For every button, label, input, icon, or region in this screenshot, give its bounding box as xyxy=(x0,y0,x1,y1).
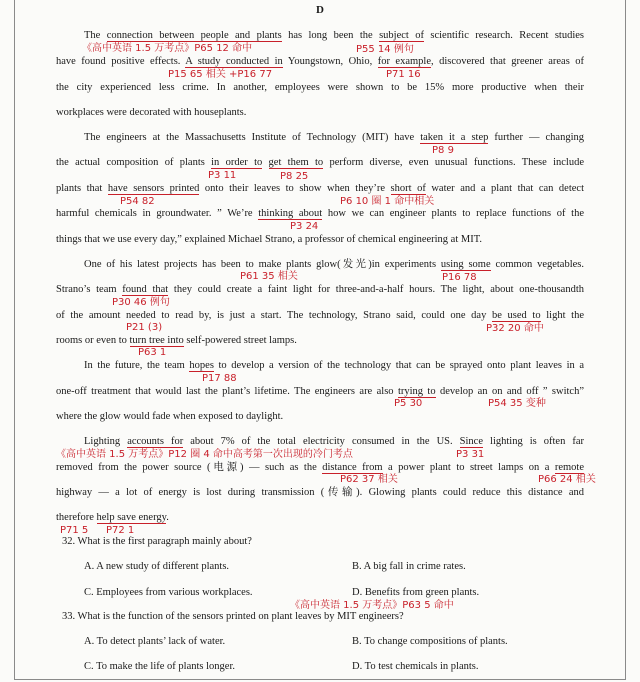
handwritten-annotation: 《高中英语 1.5 万考点》P65 12 命中 xyxy=(82,43,253,54)
handwritten-annotation: P66 24 相关 xyxy=(538,474,596,485)
passage-line xyxy=(56,107,584,119)
underlined-phrase: short of xyxy=(390,183,426,194)
text-run: a power plant to street lamps on a xyxy=(382,462,555,473)
underlined-phrase: trying to xyxy=(397,386,436,397)
passage-line xyxy=(56,386,584,398)
text-run: highway — a lot of energy is lost during transmission (传输). Glowing plants could reduce this distance and xyxy=(56,487,584,498)
text-run: One of his latest projects has been to make plants glow(发光)in experiments xyxy=(84,259,441,270)
underlined-phrase: found that xyxy=(122,284,169,295)
underlined-phrase: using some xyxy=(440,259,491,270)
handwritten-annotation: P63 1 xyxy=(138,347,167,358)
handwritten-annotation: 《高中英语 1.5 万考点》P63 5 命中 xyxy=(290,600,454,611)
passage-line xyxy=(56,487,584,499)
underlined-phrase: distance from xyxy=(322,462,383,473)
text-run: Lighting xyxy=(84,436,128,447)
answer-option[interactable]: D. Benefits from green plants. xyxy=(352,587,480,598)
passage-line xyxy=(56,512,584,524)
text-run: to develop a version of the technology that can be sprayed onto plant leaves in a xyxy=(213,360,584,371)
text-run: lighting is often far xyxy=(483,436,585,447)
handwritten-annotation: P71 16 xyxy=(386,69,421,80)
handwritten-annotation: P55 14 例句 xyxy=(356,44,414,55)
underlined-phrase: subject of xyxy=(379,30,424,41)
underlined-phrase: remote xyxy=(554,462,585,473)
question-stem: 33. What is the function of the sensors printed on plant leaves by MIT engineers? xyxy=(62,611,404,622)
underlined-phrase: help save energy xyxy=(96,512,167,523)
underlined-phrase: accounts for xyxy=(127,436,184,447)
text-run: onto their leaves to show when they’re xyxy=(199,183,391,194)
handwritten-annotation: P8 9 xyxy=(432,145,454,156)
text-run: the actual composition of plants xyxy=(56,157,212,168)
handwritten-annotation: P71 5 xyxy=(60,525,89,536)
answer-option[interactable]: B. To change compositions of plants. xyxy=(352,636,508,647)
passage-line xyxy=(56,157,584,169)
underlined-phrase: connection between people and plants xyxy=(106,30,282,41)
handwritten-annotation: P16 78 xyxy=(442,272,477,283)
underlined-phrase: for example xyxy=(377,56,431,67)
text-run xyxy=(262,157,268,168)
text-run: Youngstown, Ohio, xyxy=(282,56,378,67)
text-run: things that we use every day,” explained Michael Strano, a professor of chemical engineering at MIT. xyxy=(56,234,482,245)
underlined-phrase: hopes xyxy=(189,360,214,371)
text-run: harmful chemicals in groundwater. ” We’re xyxy=(56,208,259,219)
handwritten-annotation: P3 11 xyxy=(208,170,237,181)
text-run: , discovered that greener areas of xyxy=(431,56,585,67)
text-run: they could create a faint light for three-and-a-half hours. The light, about one-thousandth xyxy=(168,284,584,295)
text-run: one-off treatment that would last the plant’s lifetime. The engineers are also xyxy=(56,386,398,397)
text-run: self-powered street lamps. xyxy=(183,335,297,346)
underlined-phrase: A study conducted in xyxy=(185,56,283,67)
text-run: develop an on and off ” switch” xyxy=(435,386,584,397)
handwritten-annotation: P32 20 命中 xyxy=(486,323,544,334)
passage-line xyxy=(84,360,584,372)
passage-line xyxy=(84,259,584,271)
answer-option[interactable]: B. A big fall in crime rates. xyxy=(352,561,466,572)
text-run: The engineers at the Massachusetts Institute of Technology (MIT) have xyxy=(84,132,421,143)
text-run: light the xyxy=(540,310,584,321)
handwritten-annotation: P30 46 例句 xyxy=(112,297,170,308)
passage-line xyxy=(56,310,584,322)
underlined-phrase: thinking about xyxy=(258,208,323,219)
passage-line xyxy=(56,411,584,423)
handwritten-annotation: P54 35 变种 xyxy=(488,398,546,409)
passage-line xyxy=(56,234,584,246)
handwritten-annotation: P54 82 xyxy=(120,196,155,207)
underlined-phrase: get them to xyxy=(268,157,324,168)
answer-option[interactable]: D. To test chemicals in plants. xyxy=(352,661,479,672)
underlined-phrase: in order to xyxy=(211,157,263,168)
handwritten-annotation: P3 31 xyxy=(456,449,485,460)
answer-option[interactable]: A. To detect plants’ lack of water. xyxy=(84,636,226,647)
handwritten-annotation: P72 1 xyxy=(106,525,135,536)
passage-line xyxy=(56,56,584,68)
underlined-phrase: taken it a step xyxy=(420,132,489,143)
handwritten-annotation: P3 24 xyxy=(290,221,319,232)
passage-line xyxy=(56,82,584,94)
handwritten-annotation: P15 65 相关 +P16 77 xyxy=(168,69,273,80)
question-stem: 32. What is the first paragraph mainly about? xyxy=(62,536,252,547)
handwritten-annotation: 《高中英语 1.5 万考点》P12 圈 4 命中高考第一次出现的冷门考点 xyxy=(56,449,353,460)
passage-line xyxy=(56,335,584,347)
text-run: where the glow would fade when exposed to daylight. xyxy=(56,411,284,422)
handwritten-annotation: P21 (3) xyxy=(126,322,163,333)
passage-title: D xyxy=(316,4,324,16)
handwritten-annotation: P6 10 圈 1 命中相关 xyxy=(340,196,435,207)
handwritten-annotation: P8 25 xyxy=(280,171,309,182)
text-run: about 7% of the total electricity consumed in the US. xyxy=(183,436,460,447)
text-run: The xyxy=(84,30,107,41)
text-run: plants that xyxy=(56,183,108,194)
answer-option[interactable]: C. Employees from various workplaces. xyxy=(84,587,253,598)
handwritten-annotation: P17 88 xyxy=(202,373,237,384)
passage-line xyxy=(84,132,584,144)
text-run: have found positive effects. xyxy=(56,56,186,67)
text-run: . xyxy=(166,512,169,523)
passage-line xyxy=(56,183,584,195)
passage-line xyxy=(56,284,584,296)
underlined-phrase: Since xyxy=(459,436,483,447)
handwritten-annotation: P61 35 相关 xyxy=(240,271,298,282)
underlined-phrase: be used to xyxy=(491,310,541,321)
text-run: common vegetables. xyxy=(490,259,584,270)
underlined-phrase: turn tree into xyxy=(129,335,184,346)
underlined-phrase: have sensors printed xyxy=(107,183,200,194)
text-run: Strano’s team xyxy=(56,284,123,295)
text-run: perform diverse, even unusual functions. These include xyxy=(323,157,584,168)
passage-line xyxy=(84,30,584,42)
handwritten-annotation: P62 37 相关 xyxy=(340,474,398,485)
text-run: workplaces were decorated with houseplants. xyxy=(56,107,247,118)
text-run: water and a plant that can detect xyxy=(425,183,585,194)
handwritten-annotation: P5 30 xyxy=(394,398,423,409)
answer-option[interactable]: C. To make the life of plants longer. xyxy=(84,661,235,672)
text-run: the city experienced less crime. In another, employees were shown to be 15% more productive when their xyxy=(56,82,584,93)
text-run: has long been the xyxy=(281,30,380,41)
text-run: therefore xyxy=(56,512,97,523)
text-run: scientific research. Recent studies xyxy=(423,30,585,41)
answer-option[interactable]: A. A new study of different plants. xyxy=(84,561,230,572)
text-run: further — changing xyxy=(488,132,584,143)
text-run: removed from the power source (电源) — such as the xyxy=(56,462,323,473)
passage-line xyxy=(56,208,584,220)
text-run: rooms or even to xyxy=(56,335,130,346)
passage-line xyxy=(84,436,584,448)
text-run: of the amount needed to read by, is just a start. The technology, Strano said, could one day xyxy=(56,310,492,321)
text-run: how we can engineer plants to replace functions of the xyxy=(322,208,584,219)
text-run: In the future, the team xyxy=(84,360,190,371)
passage-line xyxy=(56,462,584,474)
